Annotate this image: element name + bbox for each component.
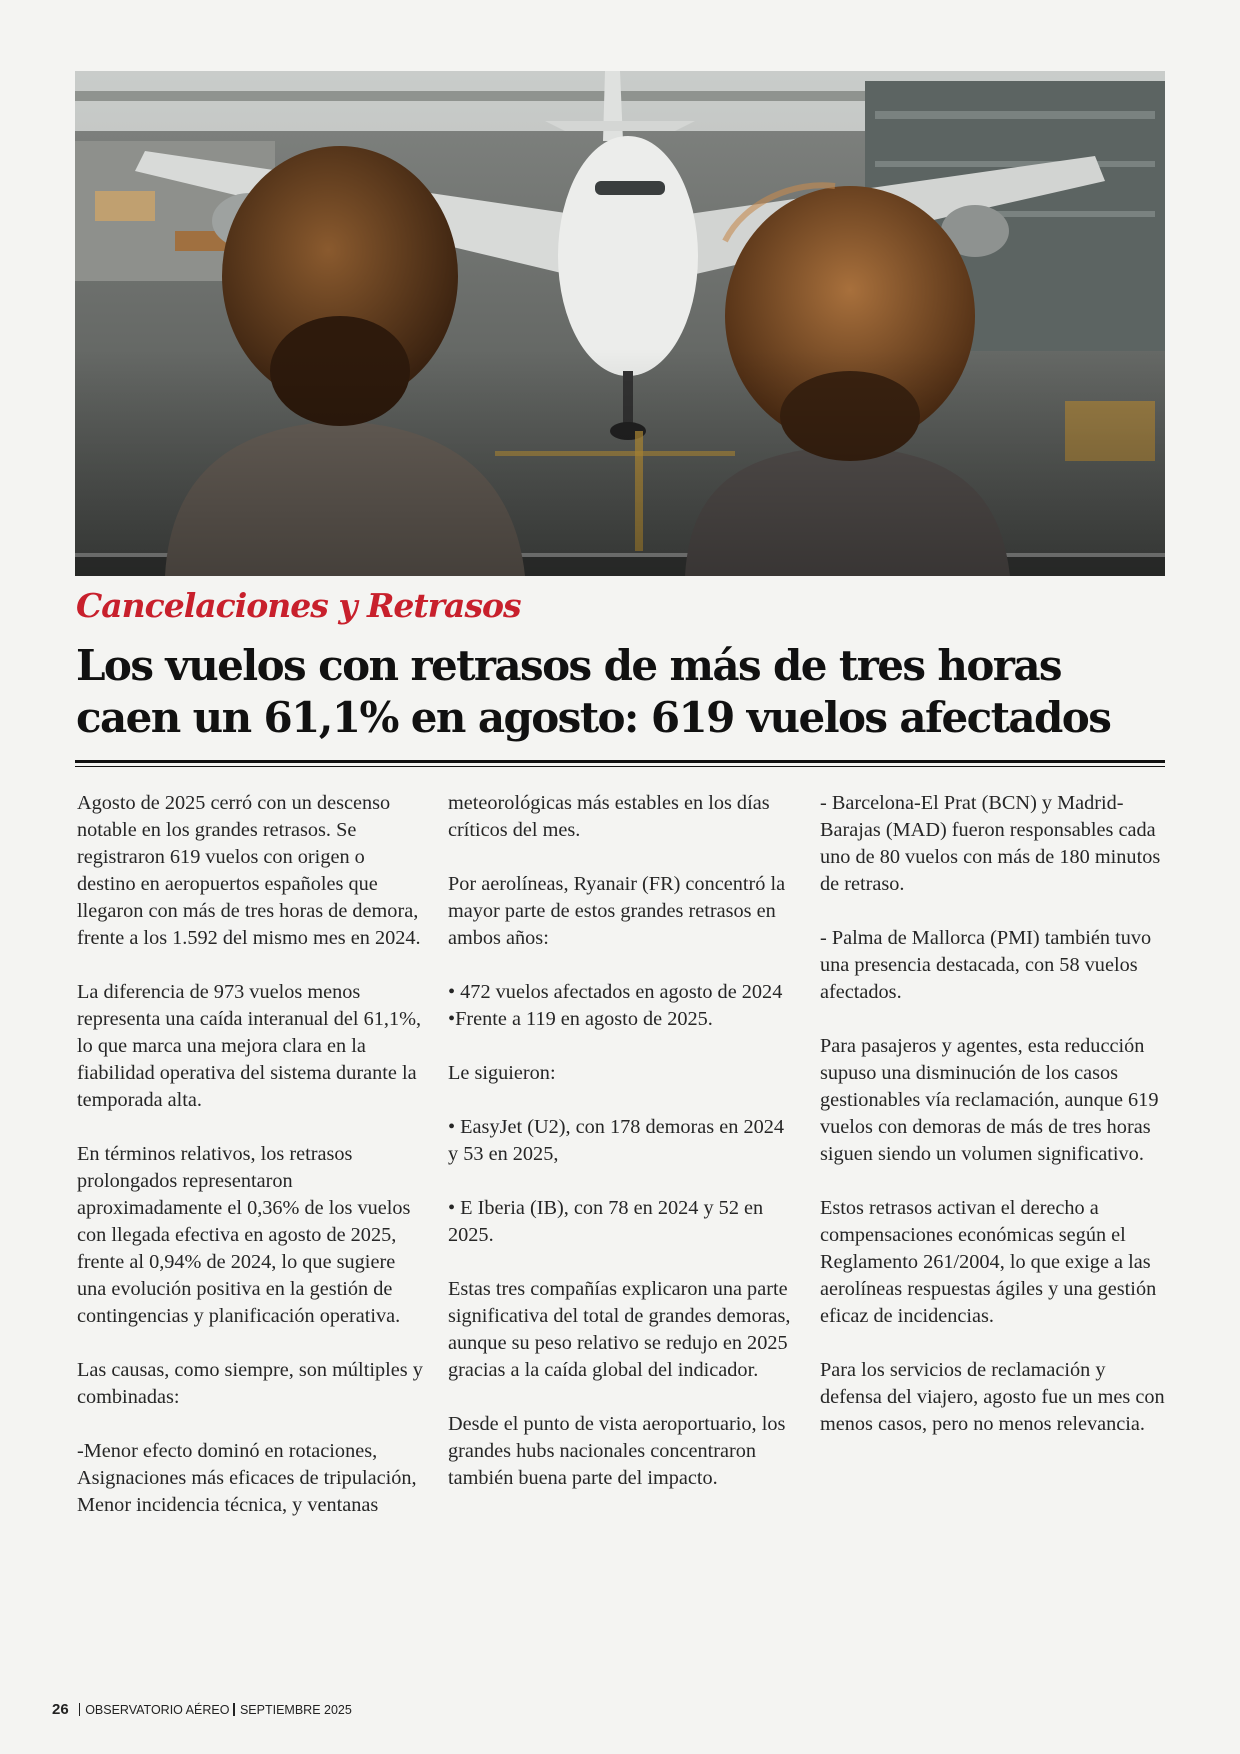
paragraph: La diferencia de 973 vuelos menos representa una caída interanual del 61,1%, lo que marca una mejora clara en la fiabilidad operativa del sistema durante la temporada alta. bbox=[77, 981, 422, 1111]
paragraph: Las causas, como siempre, son múltiples y combinadas: bbox=[77, 1359, 423, 1408]
paragraph: meteorológicas más estables en los días críticos del mes. bbox=[448, 792, 770, 841]
page-number: 26 bbox=[52, 1701, 69, 1718]
paragraph: Le siguieron: bbox=[448, 1062, 556, 1084]
headline-rule bbox=[75, 760, 1165, 763]
paragraph: • EasyJet (U2), con 178 demoras en 2024 y 53 en 2025, bbox=[448, 1116, 785, 1165]
paragraph: Estas tres compañías explicaron una parte significativa del total de grandes demoras, aunque su peso relativo se redujo en 2025 gracias a la caída global del indicador. bbox=[448, 1278, 791, 1381]
paragraph: Agosto de 2025 cerró con un descenso notable en los grandes retrasos. Se registraron 619 vuelos con origen o destino en aeropuertos españoles que llegaron con más de tres horas de demora, frente a los 1.592 del mismo mes en 2024. bbox=[77, 792, 421, 949]
footer-divider bbox=[233, 1703, 235, 1716]
page-footer bbox=[52, 1701, 352, 1718]
article-column-2 bbox=[448, 790, 798, 1519]
paragraph: Por aerolíneas, Ryanair (FR) concentró la mayor parte de estos grandes retrasos en ambos años: bbox=[448, 873, 786, 949]
paragraph: • 472 vuelos afectados en agosto de 2024 •Frente a 119 en agosto de 2025. bbox=[448, 981, 783, 1030]
paragraph: Estos retrasos activan el derecho a compensaciones económicas según el Reglamento 261/2004, lo que exige a las aerolíneas respuestas ágiles y una gestión eficaz de incidencias. bbox=[820, 1197, 1157, 1327]
paragraph: Desde el punto de vista aeroportuario, los grandes hubs nacionales concentraron también buena parte del impacto. bbox=[448, 1413, 786, 1489]
article-column-1 bbox=[77, 790, 427, 1546]
paragraph: Para pasajeros y agentes, esta reducción supuso una disminución de los casos gestionables vía reclamación, aunque 619 vuelos con demoras de más de tres horas siguen siendo un volumen significativo. bbox=[820, 1035, 1159, 1165]
section-kicker: Cancelaciones y Retrasos bbox=[76, 586, 521, 625]
article-column-3 bbox=[820, 790, 1170, 1465]
paragraph: - Barcelona-El Prat (BCN) y Madrid-Barajas (MAD) fueron responsables cada uno de 80 vuelos con más de 180 minutos de retraso. bbox=[820, 792, 1161, 895]
hero-photo bbox=[75, 71, 1165, 576]
paragraph: Para los servicios de reclamación y defensa del viajero, agosto fue un mes con menos casos, pero no menos relevancia. bbox=[820, 1359, 1165, 1435]
hero-photo-illustration bbox=[75, 71, 1165, 576]
paragraph: En términos relativos, los retrasos prolongados representaron aproximadamente el 0,36% de los vuelos con llegada efectiva en agosto de 2025, frente al 0,94% de 2024, lo que sugiere una evolución positiva en la gestión de contingencias y planificación operativa. bbox=[77, 1143, 411, 1327]
paragraph: • E Iberia (IB), con 78 en 2024 y 52 en 2025. bbox=[448, 1197, 764, 1246]
paragraph: -Menor efecto dominó en rotaciones, Asignaciones más eficaces de tripulación, Menor incidencia técnica, y ventanas bbox=[77, 1440, 417, 1516]
headline-rule-thin bbox=[75, 766, 1165, 767]
footer-divider bbox=[79, 1703, 81, 1716]
article-headline: Los vuelos con retrasos de más de tres horas caen un 61,1% en agosto: 619 vuelos afectados bbox=[76, 641, 1111, 742]
publication-name: OBSERVATORIO AÉREO bbox=[85, 1703, 230, 1717]
paragraph: - Palma de Mallorca (PMI) también tuvo una presencia destacada, con 58 vuelos afectados. bbox=[820, 927, 1152, 1003]
issue-date: SEPTIEMBRE 2025 bbox=[239, 1703, 352, 1717]
